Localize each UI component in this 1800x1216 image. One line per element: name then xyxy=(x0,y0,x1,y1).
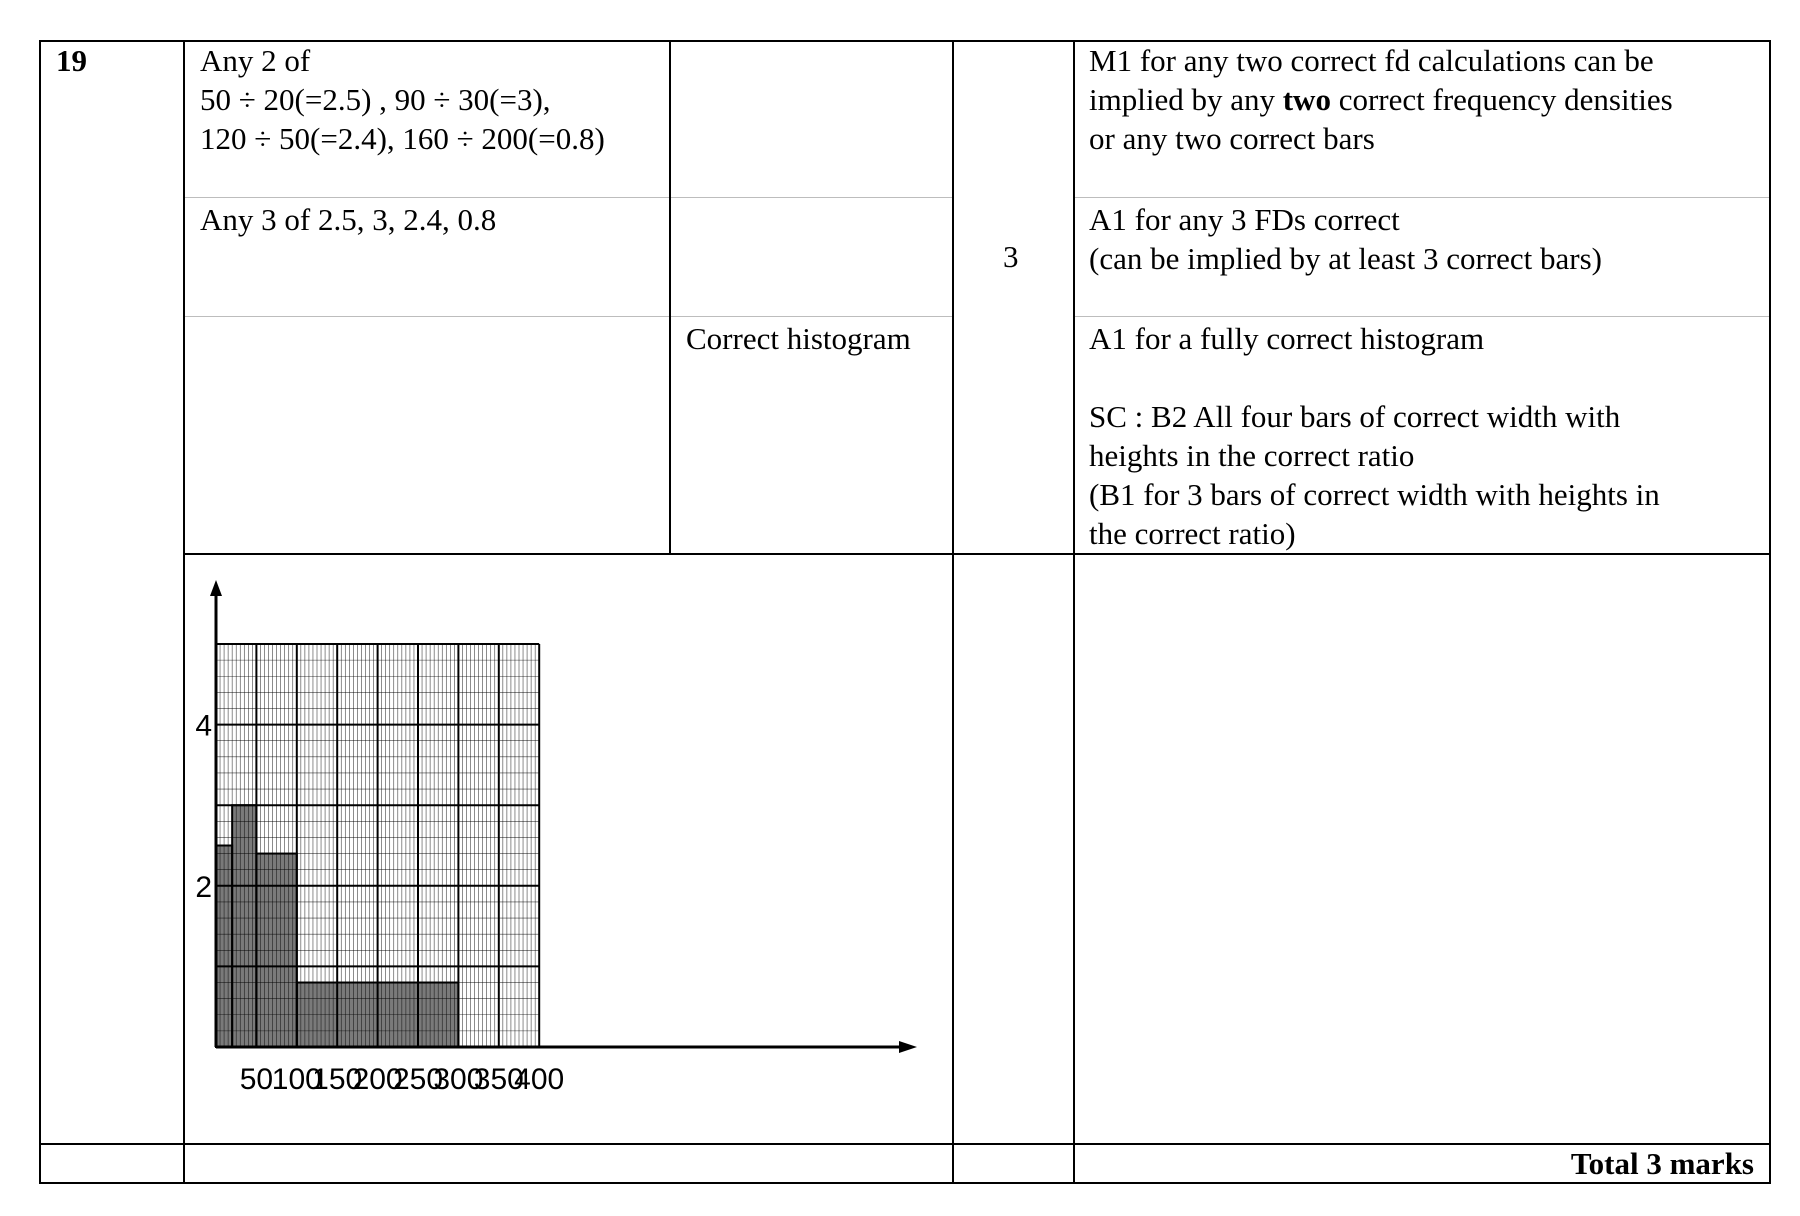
note-a1a-line-2: (can be implied by at least 3 correct bars) xyxy=(1089,241,1602,276)
working-line-2: 50 ÷ 20(=2.5) , 90 ÷ 30(=3), xyxy=(200,82,551,117)
note-m1-l2b: two xyxy=(1282,82,1331,117)
table-bottom-border xyxy=(39,1182,1770,1184)
note-sc-line-2: heights in the correct ratio xyxy=(1089,438,1415,473)
x-tick-label: 150 xyxy=(312,1063,363,1096)
x-tick-label: 50 xyxy=(239,1063,274,1096)
x-tick-label: 200 xyxy=(352,1063,403,1096)
table-right-border xyxy=(1769,40,1771,1184)
row-divider-1b xyxy=(1074,197,1770,198)
x-tick-label: 400 xyxy=(514,1063,565,1096)
total-marks: Total 3 marks xyxy=(1570,1146,1754,1181)
note-m1-l2a: implied by any xyxy=(1089,82,1283,117)
note-m1-line-3: or any two correct bars xyxy=(1089,121,1375,156)
note-sc-line-4: the correct ratio) xyxy=(1089,516,1296,551)
table-left-border xyxy=(39,40,41,1184)
note-sc-line-1: SC : B2 All four bars of correct width with xyxy=(1089,399,1621,434)
row-divider-3 xyxy=(184,553,1770,555)
row-divider-1 xyxy=(184,197,953,198)
col-divider-3 xyxy=(952,40,954,1184)
row-divider-2 xyxy=(184,316,953,317)
note-sc-line-3: (B1 for 3 bars of correct width with heights in xyxy=(1089,477,1660,512)
note-a1b-line-1: A1 for a fully correct histogram xyxy=(1089,321,1485,356)
note-m1-l2c: correct frequency densities xyxy=(1330,82,1673,117)
question-number: 19 xyxy=(56,43,87,78)
working-row-2: Any 3 of 2.5, 3, 2.4, 0.8 xyxy=(200,202,497,237)
answer-text: Correct histogram xyxy=(686,321,911,356)
x-tick-label: 300 xyxy=(433,1063,484,1096)
note-m1-line-2 xyxy=(1089,80,1673,119)
x-axis-arrow xyxy=(899,1041,917,1053)
histogram-chart xyxy=(185,580,925,1100)
note-a1a-line-1: A1 for any 3 FDs correct xyxy=(1089,202,1400,237)
row-divider-4 xyxy=(39,1143,1770,1145)
y-axis-arrow xyxy=(210,580,222,596)
working-line-3: 120 ÷ 50(=2.4), 160 ÷ 200(=0.8) xyxy=(200,121,605,156)
y-tick-label: 2 xyxy=(195,870,212,904)
col-divider-4 xyxy=(1073,40,1075,1184)
note-m1-line-1: M1 for any two correct fd calculations can be xyxy=(1089,43,1654,78)
y-tick-label: 4 xyxy=(195,709,212,743)
x-tick-label: 250 xyxy=(392,1063,444,1096)
row-divider-2b xyxy=(1074,316,1770,317)
col-divider-2 xyxy=(669,40,671,554)
working-line-1: Any 2 of xyxy=(200,43,311,78)
x-tick-label: 100 xyxy=(271,1063,322,1096)
mark-value: 3 xyxy=(1003,239,1019,274)
x-tick-label: 350 xyxy=(473,1063,524,1096)
